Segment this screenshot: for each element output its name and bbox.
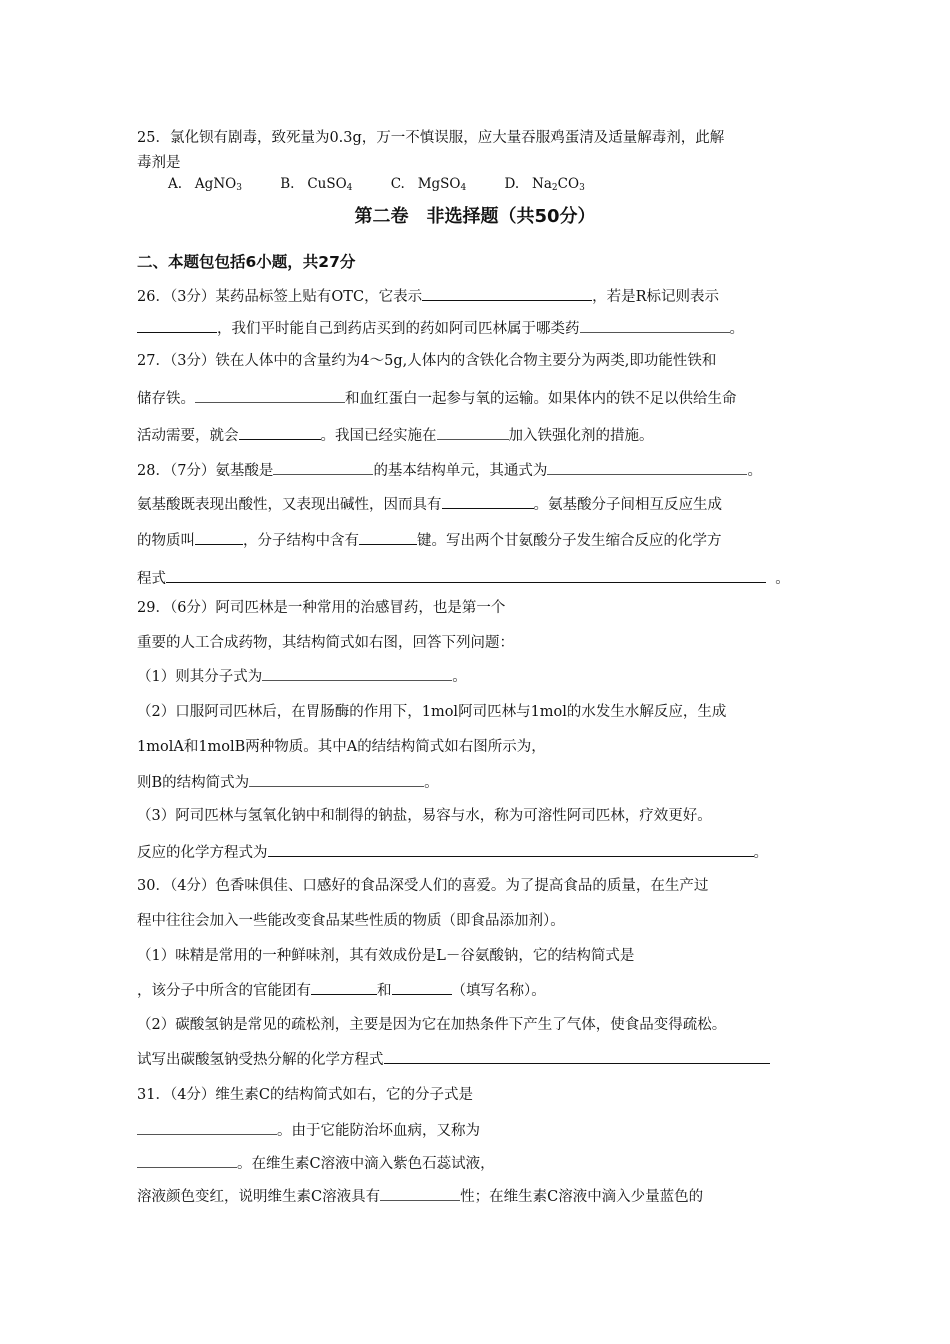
q31-line3: 。在维生素C溶液中滴入紫色石蕊试液， <box>137 1153 495 1174</box>
q25-option-c: C. MgSO$_4$ <box>390 176 467 193</box>
section-title: 二、本题包包括6小题，共27分 <box>137 253 356 271</box>
q25-options <box>168 176 619 193</box>
answer-blank[interactable] <box>137 1120 277 1135</box>
answer-blank[interactable] <box>262 666 452 681</box>
answer-blank[interactable] <box>195 388 345 403</box>
answer-blank[interactable] <box>580 318 730 333</box>
q27-line1: 27．（3分）铁在人体中的含量约为4～5g,人体内的含铁化合物主要分为两类,即功能性铁和 <box>137 353 717 369</box>
q27-line2: 储存铁。 和血红蛋白一起参与氧的运输。如果体内的铁不足以供给生命 <box>137 388 737 409</box>
q31-line4: 溶液颜色变红，说明维生素C溶液具有 性；在维生素C溶液中滴入少量蓝色的 <box>137 1186 703 1207</box>
q28-line2: 氨基酸既表现出酸性，又表现出碱性，因而具有 。氨基酸分子间相互反应生成 <box>137 494 722 515</box>
answer-blank[interactable] <box>422 286 592 301</box>
q30-line5: （2）碳酸氢钠是常见的疏松剂，主要是因为它在加热条件下产生了气体，使食品变得疏松。 <box>137 1017 727 1033</box>
q29-line2: 重要的人工合成药物，其结构简式如右图，回答下列问题： <box>137 635 514 651</box>
answer-blank[interactable] <box>547 460 747 475</box>
q28-line3: 的物质叫 ，分子结构中含有 键。写出两个甘氨酸分子发生缩合反应的化学方 <box>137 530 722 551</box>
q30-line4: ，该分子中所含的官能团有 和 （填写名称）。 <box>137 980 546 1001</box>
q25-line1: 25．氯化钡有剧毒，致死量为0.3g，万一不慎误服，应大量吞服鸡蛋清及适量解毒剂，此解 <box>137 130 725 146</box>
q25-line2: 毒剂是 <box>137 155 181 171</box>
answer-blank[interactable] <box>380 1186 460 1201</box>
answer-blank[interactable] <box>437 425 509 440</box>
answer-blank[interactable] <box>392 980 452 995</box>
q30-line1: 30．（4分）色香味俱佳、口感好的食品深受人们的喜爱。为了提高食品的质量，在生产过 <box>137 878 709 894</box>
answer-blank[interactable] <box>384 1049 770 1064</box>
part-title: 第二卷 非选择题（共50分） <box>354 206 596 227</box>
q25-option-b: B. CuSO$_4$ <box>280 176 353 193</box>
answer-blank[interactable] <box>359 530 417 545</box>
q29-line3: （1）则其分子式为 。 <box>137 666 467 687</box>
answer-blank[interactable] <box>268 842 754 857</box>
answer-blank[interactable] <box>311 980 377 995</box>
q28-line4: 程式 。 <box>137 568 790 589</box>
answer-blank[interactable] <box>249 772 424 787</box>
q29-line7: （3）阿司匹林与氢氧化钠中和制得的钠盐，易容与水，称为可溶性阿司匹林，疗效更好。 <box>137 808 712 824</box>
answer-blank[interactable] <box>137 318 217 333</box>
q30-line2: 程中往往会加入一些能改变食品某些性质的物质（即食品添加剂）。 <box>137 913 565 929</box>
q26-line1: 26．（3分）某药品标签上贴有OTC，它表示 ，若是R标记则表示 <box>137 286 719 307</box>
q28-line1: 28．（7分）氨基酸是 的基本结构单元，其通式为 。 <box>137 460 762 481</box>
answer-blank[interactable] <box>442 494 534 509</box>
q31-line2: 。由于它能防治坏血病，又称为 <box>137 1120 480 1141</box>
q29-line4: （2）口服阿司匹林后，在胃肠酶的作用下，1mol阿司匹林与1mol的水发生水解反应，生成 <box>137 704 727 720</box>
q30-line3: （1）味精是常用的一种鲜味剂，其有效成份是L－谷氨酸钠，它的结构简式是 <box>137 948 635 964</box>
q25-option-d: D. $Na_2CO_3$ <box>504 176 585 193</box>
q31-line1: 31．（4分）维生素C的结构简式如右，它的分子式是 <box>137 1087 474 1103</box>
q26-line2: ，我们平时能自己到药店买到的药如阿司匹林属于哪类药 。 <box>137 318 744 339</box>
answer-blank[interactable] <box>239 425 321 440</box>
q29-line5: 1molA和1molB两种物质。其中A的结结构简式如右图所示为， <box>137 739 546 755</box>
q29-line6: 则B的结构简式为 。 <box>137 772 439 793</box>
q29-line1: 29．（6分）阿司匹林是一种常用的治感冒药，也是第一个 <box>137 600 506 616</box>
q30-line6: 试写出碳酸氢钠受热分解的化学方程式 <box>137 1049 770 1070</box>
q27-line3: 活动需要，就会 。我国已经实施在 加入铁强化剂的措施。 <box>137 425 654 446</box>
answer-blank[interactable] <box>137 1153 237 1168</box>
q25-option-a: A. AgNO$_3$ <box>168 176 242 193</box>
q29-line8: 反应的化学方程式为 。 <box>137 842 768 863</box>
answer-blank[interactable] <box>166 568 766 583</box>
answer-blank[interactable] <box>273 460 373 475</box>
answer-blank[interactable] <box>195 530 243 545</box>
